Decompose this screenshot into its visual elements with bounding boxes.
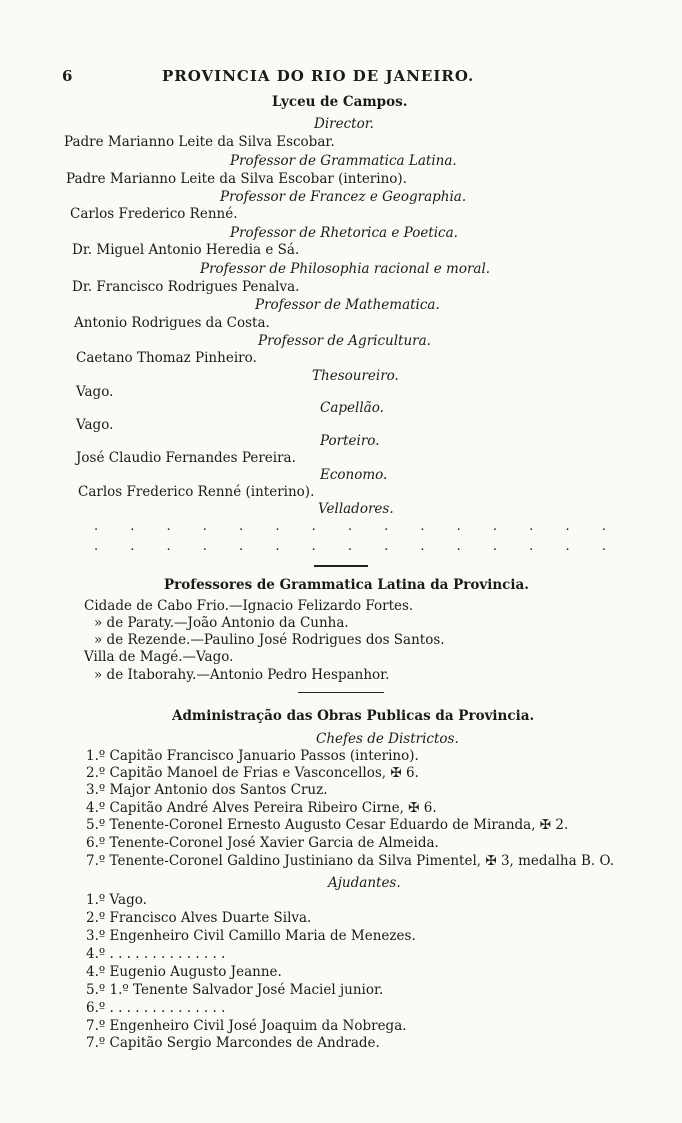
list-item: 5.º Tenente-Coronel Ernesto Augusto Cesar Eduardo de Miranda, ✠ 2.	[86, 817, 569, 833]
list-item: 6.º . . . . . . . . . . . . . .	[86, 1000, 226, 1016]
dot-leader-row: . . . . . . . . . . . . . . .	[94, 539, 620, 554]
list-item: 2.º Capitão Manoel de Frias e Vasconcellos, ✠ 6.	[86, 765, 419, 781]
list-item: 3.º Engenheiro Civil Camillo Maria de Menezes.	[86, 928, 416, 944]
name-agricultura: Caetano Thomaz Pinheiro.	[76, 350, 257, 366]
role-francez: Professor de Francez e Geographia.	[220, 189, 467, 205]
page-number: 6	[62, 67, 74, 85]
name-grammatica: Padre Marianno Leite da Silva Escobar (interino).	[66, 171, 407, 187]
role-porteiro: Porteiro.	[320, 433, 380, 449]
role-philosophia: Professor de Philosophia racional e moral.	[200, 261, 491, 277]
role-economo: Economo.	[320, 467, 388, 483]
role-velladores: Velladores.	[318, 501, 394, 517]
list-item: 1.º Vago.	[86, 892, 147, 908]
subheading-chefes: Chefes de Districtos.	[316, 731, 459, 747]
list-item: » de Paraty.—João Antonio da Cunha.	[94, 615, 349, 631]
list-item: 4.º . . . . . . . . . . . . . .	[86, 946, 226, 962]
page-title: PROVINCIA DO RIO DE JANEIRO.	[162, 67, 475, 85]
name-francez: Carlos Frederico Renné.	[70, 206, 238, 222]
role-mathematica: Professor de Mathematica.	[255, 297, 440, 313]
role-agricultura: Professor de Agricultura.	[258, 333, 431, 349]
list-item: 2.º Francisco Alves Duarte Silva.	[86, 910, 312, 926]
list-item: » de Rezende.—Paulino José Rodrigues dos Santos.	[94, 632, 445, 648]
section-title-obras: Administração das Obras Publicas da Provincia.	[172, 708, 535, 724]
list-item: 4.º Capitão André Alves Pereira Ribeiro Cirne, ✠ 6.	[86, 800, 437, 816]
name-thesoureiro: Vago.	[76, 384, 114, 400]
list-item: 7.º Capitão Sergio Marcondes de Andrade.	[86, 1035, 380, 1051]
section-title-lyceu: Lyceu de Campos.	[272, 94, 408, 110]
section-divider	[314, 565, 368, 567]
list-item: 1.º Capitão Francisco Januario Passos (interino).	[86, 748, 419, 764]
name-capellao: Vago.	[76, 417, 114, 433]
name-director: Padre Marianno Leite da Silva Escobar.	[64, 134, 335, 150]
role-director: Director.	[314, 116, 374, 132]
section-title-grammatica: Professores de Grammatica Latina da Provincia.	[164, 577, 529, 593]
subheading-ajudantes: Ajudantes.	[328, 875, 401, 891]
list-item: Villa de Magé.—Vago.	[84, 649, 234, 665]
list-item: 7.º Tenente-Coronel Galdino Justiniano da Silva Pimentel, ✠ 3, medalha B. O.	[86, 853, 615, 869]
list-item: » de Itaborahy.—Antonio Pedro Hespanhor.	[94, 667, 390, 683]
name-philosophia: Dr. Francisco Rodrigues Penalva.	[72, 279, 300, 295]
role-grammatica: Professor de Grammatica Latina.	[230, 153, 457, 169]
role-rhetorica: Professor de Rhetorica e Poetica.	[230, 225, 458, 241]
name-porteiro: José Claudio Fernandes Pereira.	[76, 450, 296, 466]
name-economo: Carlos Frederico Renné (interino).	[78, 484, 315, 500]
role-capellao: Capellão.	[320, 400, 384, 416]
list-item: Cidade de Cabo Frio.—Ignacio Felizardo Fortes.	[84, 598, 414, 614]
name-rhetorica: Dr. Miguel Antonio Heredia e Sá.	[72, 242, 300, 258]
list-item: 5.º 1.º Tenente Salvador José Maciel junior.	[86, 982, 384, 998]
dot-leader-row: . . . . . . . . . . . . . . .	[94, 519, 620, 534]
name-mathematica: Antonio Rodrigues da Costa.	[74, 315, 270, 331]
list-item: 4.º Eugenio Augusto Jeanne.	[86, 964, 282, 980]
section-divider	[298, 692, 384, 693]
list-item: 3.º Major Antonio dos Santos Cruz.	[86, 782, 328, 798]
list-item: 7.º Engenheiro Civil José Joaquim da Nobrega.	[86, 1018, 407, 1034]
role-thesoureiro: Thesoureiro.	[312, 368, 399, 384]
list-item: 6.º Tenente-Coronel José Xavier Garcia de Almeida.	[86, 835, 439, 851]
